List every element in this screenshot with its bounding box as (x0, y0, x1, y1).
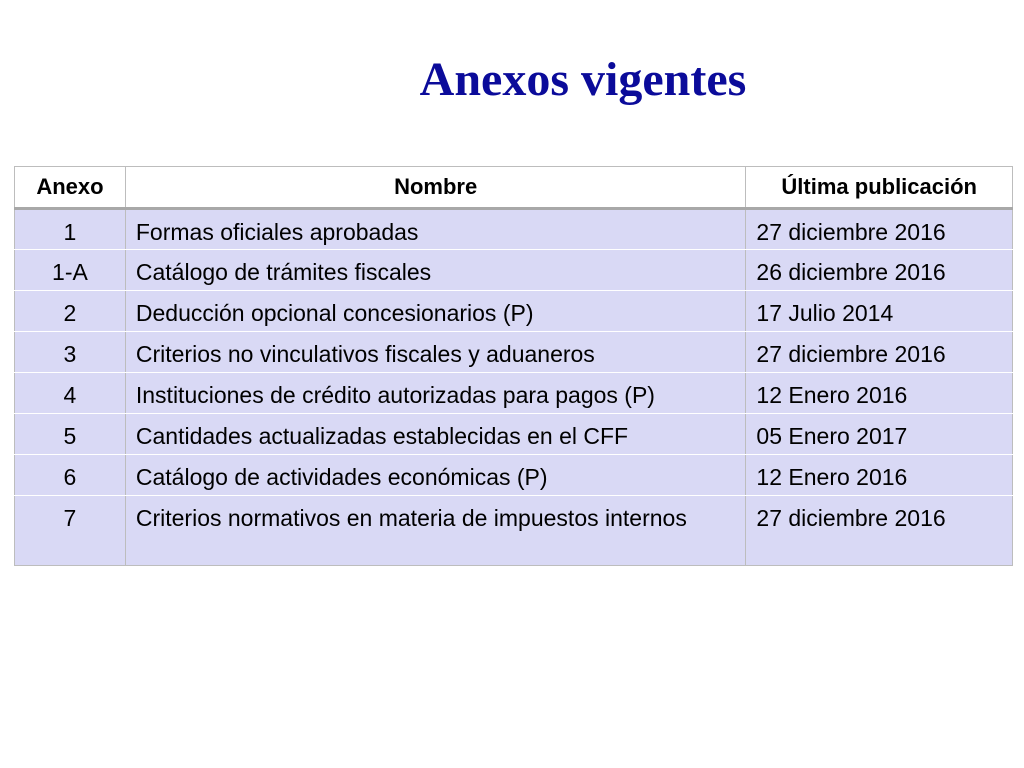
column-header-ultima-publicacion: Última publicación (746, 167, 1013, 209)
table-header-row (15, 167, 1013, 209)
cell-fecha: 05 Enero 2017 (746, 414, 1013, 455)
cell-nombre: Criterios no vinculativos fiscales y aduaneros (125, 332, 746, 373)
cell-anexo: 5 (15, 414, 126, 455)
cell-fecha: 27 diciembre 2016 (746, 496, 1013, 566)
cell-fecha: 12 Enero 2016 (746, 373, 1013, 414)
table-row (15, 496, 1013, 566)
cell-nombre: Catálogo de trámites fiscales (125, 250, 746, 291)
table-row (15, 332, 1013, 373)
cell-nombre: Criterios normativos en materia de impuestos internos (125, 496, 746, 566)
cell-nombre: Catálogo de actividades económicas (P) (125, 455, 746, 496)
table-row (15, 250, 1013, 291)
cell-anexo: 7 (15, 496, 126, 566)
cell-nombre: Cantidades actualizadas establecidas en el CFF (125, 414, 746, 455)
cell-fecha: 17 Julio 2014 (746, 291, 1013, 332)
table-row (15, 209, 1013, 250)
page-title: Anexos vigentes (419, 53, 747, 106)
column-header-anexo: Anexo (15, 167, 126, 209)
cell-fecha: 27 diciembre 2016 (746, 209, 1013, 250)
cell-anexo: 1 (15, 209, 126, 250)
column-header-nombre: Nombre (125, 167, 746, 209)
cell-nombre: Instituciones de crédito autorizadas para pagos (P) (125, 373, 746, 414)
cell-fecha: 26 diciembre 2016 (746, 250, 1013, 291)
annex-table (14, 166, 1013, 566)
cell-anexo: 2 (15, 291, 126, 332)
cell-nombre: Deducción opcional concesionarios (P) (125, 291, 746, 332)
table-row (15, 414, 1013, 455)
cell-fecha: 27 diciembre 2016 (746, 332, 1013, 373)
table-row (15, 455, 1013, 496)
cell-anexo: 3 (15, 332, 126, 373)
table-row (15, 291, 1013, 332)
cell-anexo: 6 (15, 455, 126, 496)
cell-fecha: 12 Enero 2016 (746, 455, 1013, 496)
table-row (15, 373, 1013, 414)
cell-anexo: 4 (15, 373, 126, 414)
cell-nombre: Formas oficiales aprobadas (125, 209, 746, 250)
cell-anexo: 1-A (15, 250, 126, 291)
